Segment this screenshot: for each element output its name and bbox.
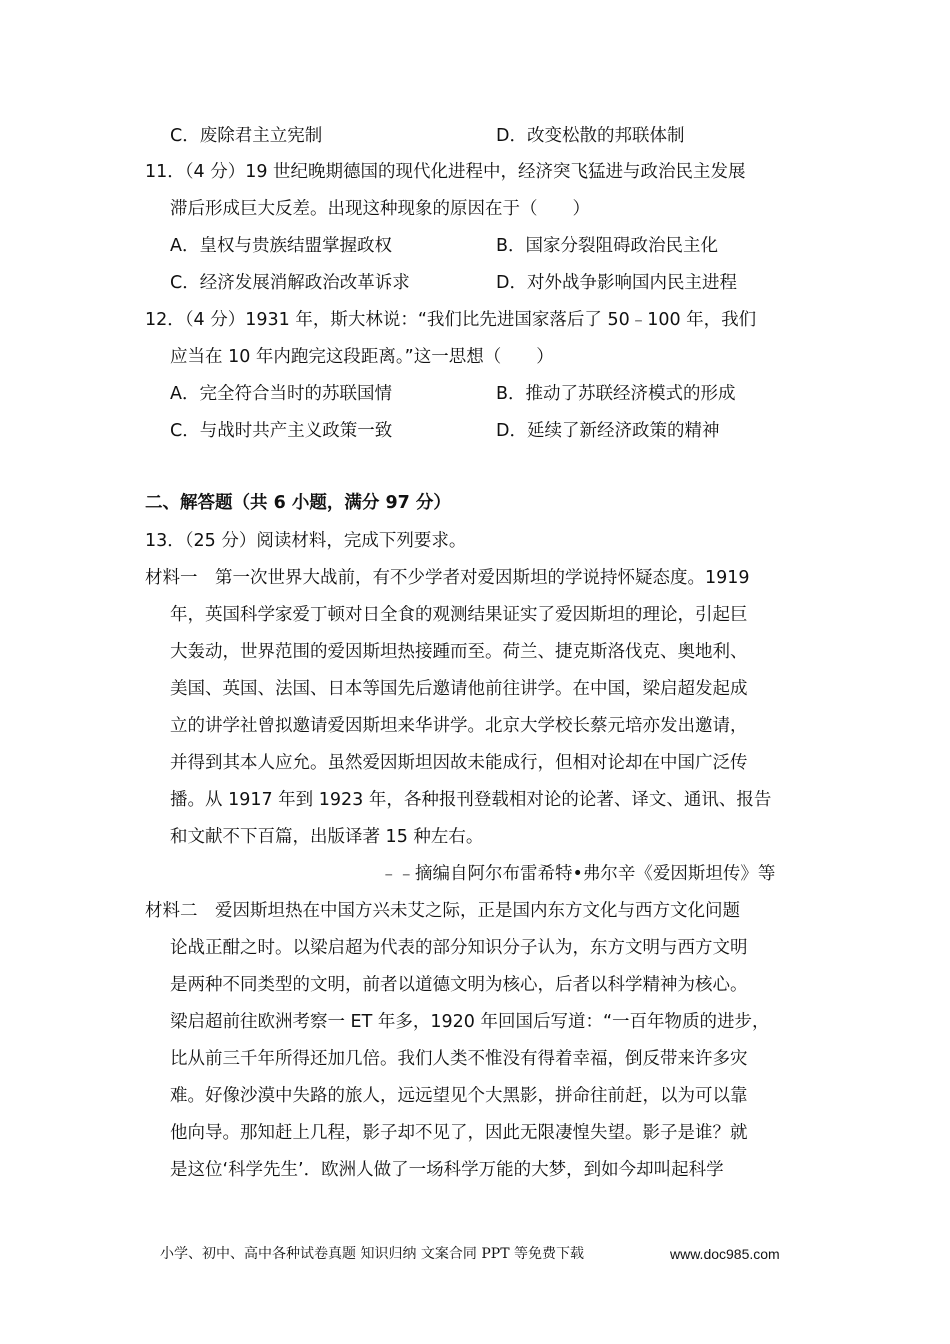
q12-option-b: B．推动了苏联经济模式的形成 bbox=[496, 384, 736, 404]
material2-line: 是这位‘科学先生’．欧洲人做了一场科学万能的大梦，到如今却叫起科学 bbox=[170, 1160, 724, 1180]
material1-line: 美国、英国、法国、日本等国先后邀请他前往讲学。在中国，梁启超发起成 bbox=[170, 679, 748, 699]
material2-line: 是两种不同类型的文明，前者以道德文明为核心，后者以科学精神为核心。 bbox=[170, 975, 748, 995]
q13-stem: 13．（25 分）阅读材料，完成下列要求。 bbox=[145, 531, 467, 551]
material2-line: 梁启超前往欧洲考察一 ET 年多，1920 年回国后写道：“一百年物质的进步， bbox=[170, 1012, 770, 1032]
material1-source: ﹣﹣摘编自阿尔布雷希特•弗尔辛《爱因斯坦传》等 bbox=[380, 864, 776, 884]
q12-option-d: D．延续了新经济政策的精神 bbox=[496, 421, 720, 441]
footer-website-link[interactable]: www.doc985.com bbox=[670, 1246, 780, 1262]
material2-line: 他向导。那知赶上几程，影子却不见了，因此无限凄惶失望。影子是谁？就 bbox=[170, 1123, 748, 1143]
q11-option-d: D．对外战争影响国内民主进程 bbox=[496, 273, 737, 293]
q11-stem-line1: 11．（4 分）19 世纪晚期德国的现代化进程中，经济突飞猛进与政治民主发展 bbox=[145, 162, 746, 182]
material1-line: 播。从 1917 年到 1923 年，各种报刊登载相对论的论著、译文、通讯、报告 bbox=[170, 790, 772, 810]
q11-stem-line2: 滞后形成巨大反差。出现这种现象的原因在于（ ） bbox=[170, 199, 590, 219]
material1-line: 材料一 第一次世界大战前，有不少学者对爱因斯坦的学说持怀疑态度。1919 bbox=[145, 568, 750, 588]
material1-line: 大轰动，世界范围的爱因斯坦热接踵而至。荷兰、捷克斯洛伐克、奥地利、 bbox=[170, 642, 748, 662]
q12-stem-line1: 12．（4 分）1931 年，斯大林说：“我们比先进国家落后了 50﹣100 年，我们 bbox=[145, 310, 757, 330]
material1-line: 年，英国科学家爱丁顿对日全食的观测结果证实了爱因斯坦的理论，引起巨 bbox=[170, 605, 748, 625]
q12-option-c: C．与战时共产主义政策一致 bbox=[170, 421, 393, 441]
q12-option-a: A．完全符合当时的苏联国情 bbox=[170, 384, 392, 404]
q10-option-c: C．废除君主立宪制 bbox=[170, 126, 323, 146]
material2-line: 论战正酣之时。以梁启超为代表的部分知识分子认为，东方文明与西方文明 bbox=[170, 938, 748, 958]
section-heading: 二、解答题（共 6 小题，满分 97 分） bbox=[145, 493, 451, 513]
material1-line: 并得到其本人应允。虽然爱因斯坦因故未能成行，但相对论却在中国广泛传 bbox=[170, 753, 748, 773]
material2-line: 比从前三千年所得还加几倍。我们人类不惟没有得着幸福，倒反带来许多灾 bbox=[170, 1049, 748, 1069]
material2-line: 难。好像沙漠中失路的旅人，远远望见个大黑影，拼命往前赶，以为可以靠 bbox=[170, 1086, 748, 1106]
q10-option-d: D．改变松散的邦联体制 bbox=[496, 126, 685, 146]
material2-line: 材料二 爱因斯坦热在中国方兴未艾之际，正是国内东方文化与西方文化问题 bbox=[145, 901, 740, 921]
footer-promo-text: 小学、初中、高中各种试卷真题 知识归纳 文案合同 PPT 等免费下载 bbox=[160, 1246, 584, 1262]
q11-option-b: B．国家分裂阻碍政治民主化 bbox=[496, 236, 719, 256]
material1-line: 立的讲学社曾拟邀请爱因斯坦来华讲学。北京大学校长蔡元培亦发出邀请， bbox=[170, 716, 748, 736]
q11-option-a: A．皇权与贵族结盟掌握政权 bbox=[170, 236, 392, 256]
q12-stem-line2: 应当在 10 年内跑完这段距离。”这一思想（ ） bbox=[170, 347, 554, 367]
q11-option-c: C．经济发展消解政治改革诉求 bbox=[170, 273, 410, 293]
material1-line: 和文献不下百篇，出版译著 15 种左右。 bbox=[170, 827, 484, 847]
